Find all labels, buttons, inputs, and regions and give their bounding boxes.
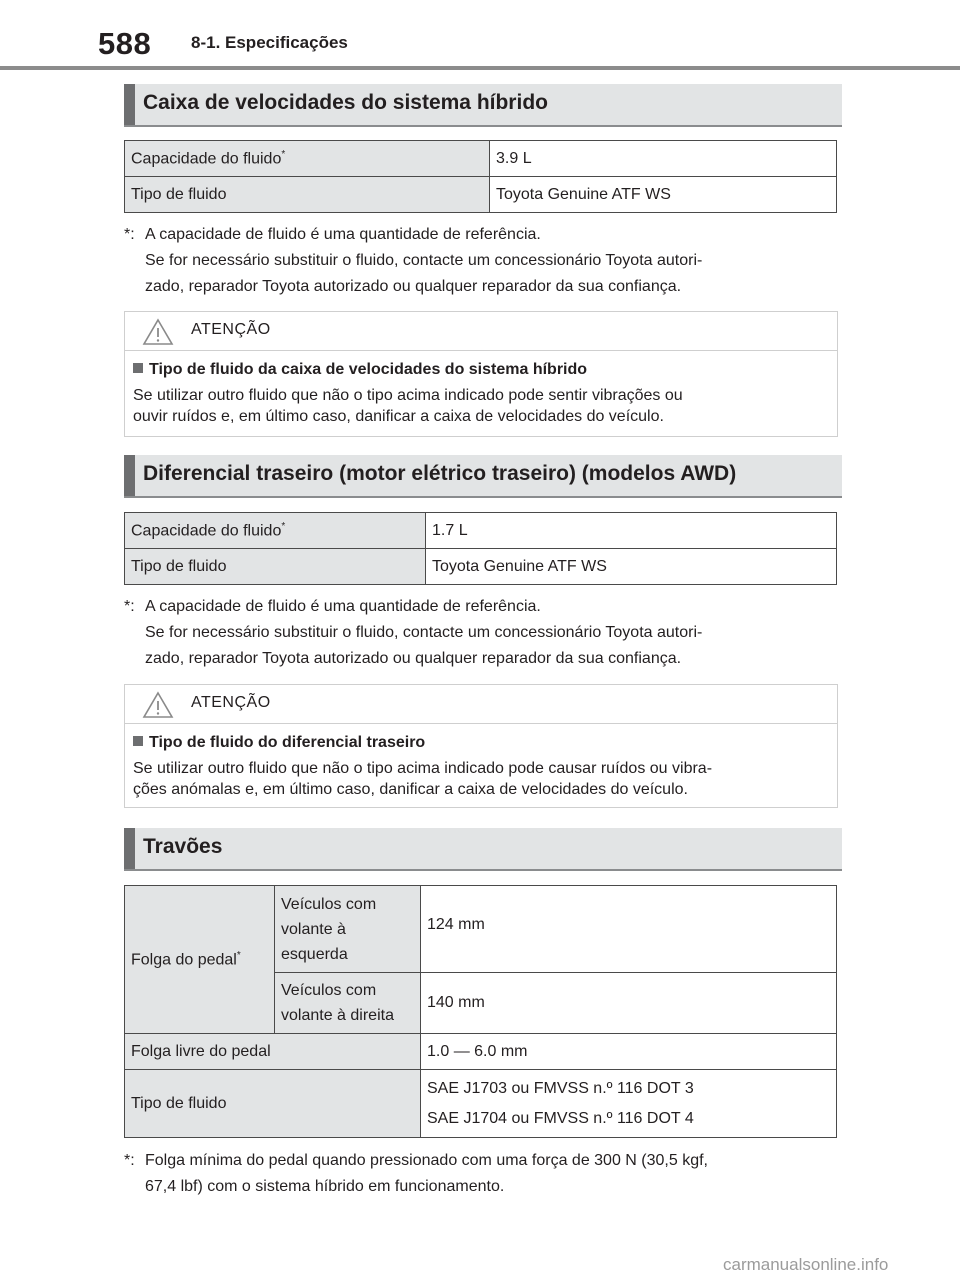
brakes-heading-text: Travões bbox=[143, 835, 223, 858]
warning-line: Se utilizar outro fluido que não o tipo acima indicado pode causar ruídos ou vibra- bbox=[133, 760, 713, 777]
square-bullet-icon bbox=[133, 736, 143, 746]
table-row bbox=[125, 177, 837, 213]
footnote-marker: *: bbox=[124, 226, 135, 243]
left-hand-drive-label bbox=[275, 886, 421, 973]
warning-header bbox=[125, 685, 837, 724]
fluid-spec: SAE J1703 ou FMVSS n.º 116 DOT 3 bbox=[427, 1079, 694, 1097]
free-play-value: 1.0 — 6.0 mm bbox=[421, 1034, 837, 1070]
pedal-play-label-cell bbox=[125, 886, 275, 1034]
label-line: Veículos com bbox=[281, 982, 377, 999]
footnote-line: 67,4 lbf) com o sistema híbrido em funcionamento. bbox=[145, 1178, 505, 1195]
free-play-label: Folga livre do pedal bbox=[125, 1034, 421, 1070]
footnote-line: Se for necessário substituir o fluido, contacte um concessionário Toyota autori- bbox=[145, 624, 703, 641]
warning-body bbox=[125, 351, 837, 427]
fluid-spec: SAE J1704 ou FMVSS n.º 116 DOT 4 bbox=[427, 1109, 694, 1127]
right-hand-drive-value: 140 mm bbox=[421, 973, 837, 1034]
warning-title bbox=[133, 358, 829, 382]
brake-fluid-values bbox=[421, 1070, 837, 1138]
section-title: 8-1. Especificações bbox=[191, 33, 348, 52]
brake-fluid-label: Tipo de fluido bbox=[125, 1070, 421, 1138]
fluid-type-label: Tipo de fluido bbox=[125, 549, 426, 585]
warning-text bbox=[133, 758, 829, 800]
transmission-footnote bbox=[124, 222, 824, 300]
footnote-marker: *: bbox=[124, 598, 135, 615]
brakes-footnote bbox=[124, 1148, 824, 1200]
left-hand-drive-value: 124 mm bbox=[421, 886, 837, 973]
table-row bbox=[125, 1070, 837, 1138]
footnote-line: Folga mínima do pedal quando pressionado com uma força de 300 N (30,5 kgf, bbox=[145, 1152, 708, 1169]
warning-header bbox=[125, 312, 837, 351]
capacity-label-cell bbox=[125, 513, 426, 549]
warning-line: ções anómalas e, em último caso, danificar a caixa de velocidades do veículo. bbox=[133, 781, 688, 798]
warning-title bbox=[133, 731, 829, 755]
footnote-line: A capacidade de fluido é uma quantidade de referência. bbox=[145, 598, 541, 615]
heading-accent bbox=[124, 828, 135, 869]
table-row bbox=[125, 549, 837, 585]
warning-text bbox=[133, 385, 829, 427]
heading-accent bbox=[124, 455, 135, 496]
header-divider bbox=[0, 66, 960, 70]
footnote-mark: * bbox=[281, 148, 286, 160]
table-row bbox=[125, 141, 837, 177]
square-bullet-icon bbox=[133, 363, 143, 373]
watermark: carmanualsonline.info bbox=[723, 1255, 889, 1274]
warning-triangle-icon bbox=[142, 318, 174, 346]
warning-line: ouvir ruídos e, em último caso, danificar a caixa de velocidades do veículo. bbox=[133, 408, 664, 425]
rear-diff-footnote bbox=[124, 594, 824, 672]
rear-diff-warning bbox=[124, 684, 838, 808]
table-row bbox=[125, 1034, 837, 1070]
heading-accent bbox=[124, 84, 135, 125]
warning-title-text: Tipo de fluido da caixa de velocidades do sistema híbrido bbox=[149, 361, 588, 378]
page-number: 588 bbox=[98, 26, 152, 61]
table-row bbox=[125, 886, 837, 973]
capacity-value: 3.9 L bbox=[490, 141, 837, 177]
warning-label: ATENÇÃO bbox=[191, 694, 271, 711]
fluid-type-label: Tipo de fluido bbox=[125, 177, 490, 213]
rear-diff-heading bbox=[124, 455, 842, 498]
pedal-play-label: Folga do pedal bbox=[131, 951, 237, 969]
warning-line: Se utilizar outro fluido que não o tipo acima indicado pode sentir vibrações ou bbox=[133, 387, 683, 404]
capacity-label-cell bbox=[125, 141, 490, 177]
label-line: volante à direita bbox=[281, 1007, 394, 1024]
capacity-label: Capacidade do fluido bbox=[131, 522, 282, 540]
fluid-type-value: Toyota Genuine ATF WS bbox=[490, 177, 837, 213]
label-line: volante à bbox=[281, 920, 346, 938]
warning-title-text: Tipo de fluido do diferencial traseiro bbox=[149, 734, 426, 751]
footnote-marker: *: bbox=[124, 1152, 135, 1169]
warning-triangle-icon bbox=[142, 691, 174, 719]
right-hand-drive-label bbox=[275, 973, 421, 1034]
transmission-warning bbox=[124, 311, 838, 437]
footnote-line: A capacidade de fluido é uma quantidade de referência. bbox=[145, 226, 541, 243]
rear-diff-table bbox=[124, 512, 837, 585]
warning-label: ATENÇÃO bbox=[191, 321, 271, 338]
brakes-table bbox=[124, 885, 837, 1138]
footnote-line: zado, reparador Toyota autorizado ou qualquer reparador da sua confiança. bbox=[145, 278, 682, 295]
capacity-label: Capacidade do fluido bbox=[131, 150, 282, 168]
footnote-mark: * bbox=[281, 520, 286, 532]
capacity-value: 1.7 L bbox=[426, 513, 837, 549]
transmission-table bbox=[124, 140, 837, 213]
transmission-heading bbox=[124, 84, 842, 127]
footnote-line: Se for necessário substituir o fluido, contacte um concessionário Toyota autori- bbox=[145, 252, 703, 269]
fluid-type-value: Toyota Genuine ATF WS bbox=[426, 549, 837, 585]
warning-body bbox=[125, 724, 837, 800]
brakes-heading bbox=[124, 828, 842, 871]
rear-diff-heading-text: Diferencial traseiro (motor elétrico traseiro) (modelos AWD) bbox=[143, 462, 737, 485]
footnote-mark: * bbox=[236, 949, 241, 961]
table-row bbox=[125, 513, 837, 549]
footnote-line: zado, reparador Toyota autorizado ou qualquer reparador da sua confiança. bbox=[145, 650, 682, 667]
transmission-heading-text: Caixa de velocidades do sistema híbrido bbox=[143, 91, 548, 114]
label-line: esquerda bbox=[281, 945, 348, 963]
label-line: Veículos com bbox=[281, 895, 377, 913]
